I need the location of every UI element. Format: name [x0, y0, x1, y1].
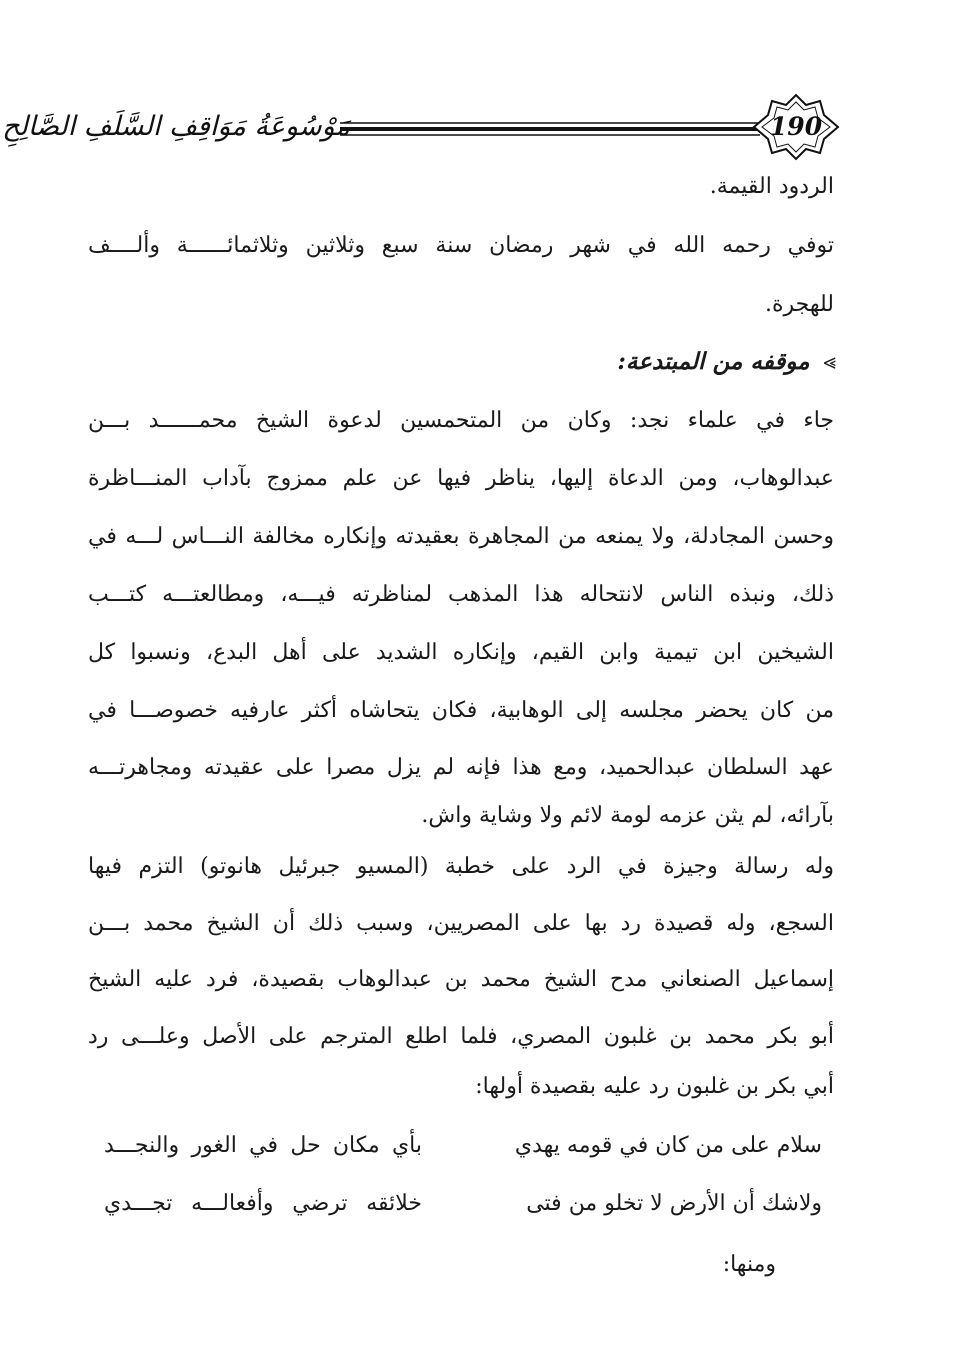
text-line: جاء في علماء نجد: وكان من المتحمسين لدعوة الشيخ محمــــــد بـــن: [88, 408, 834, 433]
page-number: 190: [769, 112, 823, 141]
text-line: عهد السلطان عبدالحميد، ومع هذا فإنه لم يزل مصرا على عقيدته ومجاهرتـــه: [88, 755, 834, 780]
poem-hemistich-first: سلام على من كان في قومه يهدي: [514, 1133, 822, 1158]
text-line: توفي رحمه الله في شهر رمضان سنة سبع وثلاثين وثلاثمائــــــة وألــــف: [88, 233, 834, 258]
poem-continuation-label: ومنها:: [722, 1252, 776, 1277]
series-title: مَوْسُوعَةُ مَوَاقِفِ السَّلَفِ الصَّالِحِ: [2, 111, 350, 142]
text-line: أبي بكر بن غلبون رد عليه بقصيدة أولها:: [475, 1074, 834, 1099]
text-line: الردود القيمة.: [709, 174, 834, 199]
poem-hemistich-second: خلائقه ترضي وأفعالـــه تجـــدي: [104, 1191, 422, 1216]
text-line: عبدالوهاب، ومن الدعاة إليها، يناظر فيها عن علم ممزوج بآداب المنـــاظرة: [88, 466, 834, 491]
text-line: وحسن المجادلة، ولا يمنعه من المجاهرة بعقيدته وإنكاره مخالفة النـــاس لـــه في: [88, 524, 834, 549]
poem-hemistich-second: بأي مكان حل في الغور والنجـــد: [104, 1133, 422, 1158]
text-line: إسماعيل الصنعاني مدح الشيخ محمد بن عبدالوهاب بقصيدة، فرد عليه الشيخ: [88, 967, 834, 992]
text-line: الشيخين ابن تيمية وابن القيم، وإنكاره الشديد على أهل البدع، ونسبوا كل: [88, 640, 834, 665]
text-line: ذلك، ونبذه الناس لانتحاله هذا المذهب لمناظرته فيـــه، ومطالعتـــه كتـــب: [88, 582, 834, 607]
arrow-bullet-icon: ⪢: [823, 350, 836, 375]
text-line: وله رسالة وجيزة في الرد على خطبة (المسيو جبرئيل هانوتو) التزم فيها: [88, 854, 834, 879]
section-heading-text: موقفه من المبتدعة:: [617, 348, 810, 375]
poem-hemistich-first: ولاشك أن الأرض لا تخلو من فتى: [526, 1191, 822, 1216]
text-line: للهجرة.: [765, 292, 834, 317]
text-line: من كان يحضر مجلسه إلى الوهابية، فكان يتحاشاه أكثر عارفيه خصوصـــا في: [88, 698, 834, 723]
text-line: بآرائه، لم يثن عزمه لومة لائم ولا وشاية واش.: [421, 803, 834, 828]
page-number-badge: [748, 93, 844, 161]
header-rule: [340, 120, 760, 138]
text-line: السجع، وله قصيدة رد بها على المصريين، وسبب ذلك أن الشيخ محمد بـــن: [88, 911, 834, 936]
text-line: أبو بكر محمد بن غلبون المصري، فلما اطلع المترجم على الأصل وعلـــى رد: [88, 1024, 834, 1049]
section-heading: [350, 338, 836, 386]
